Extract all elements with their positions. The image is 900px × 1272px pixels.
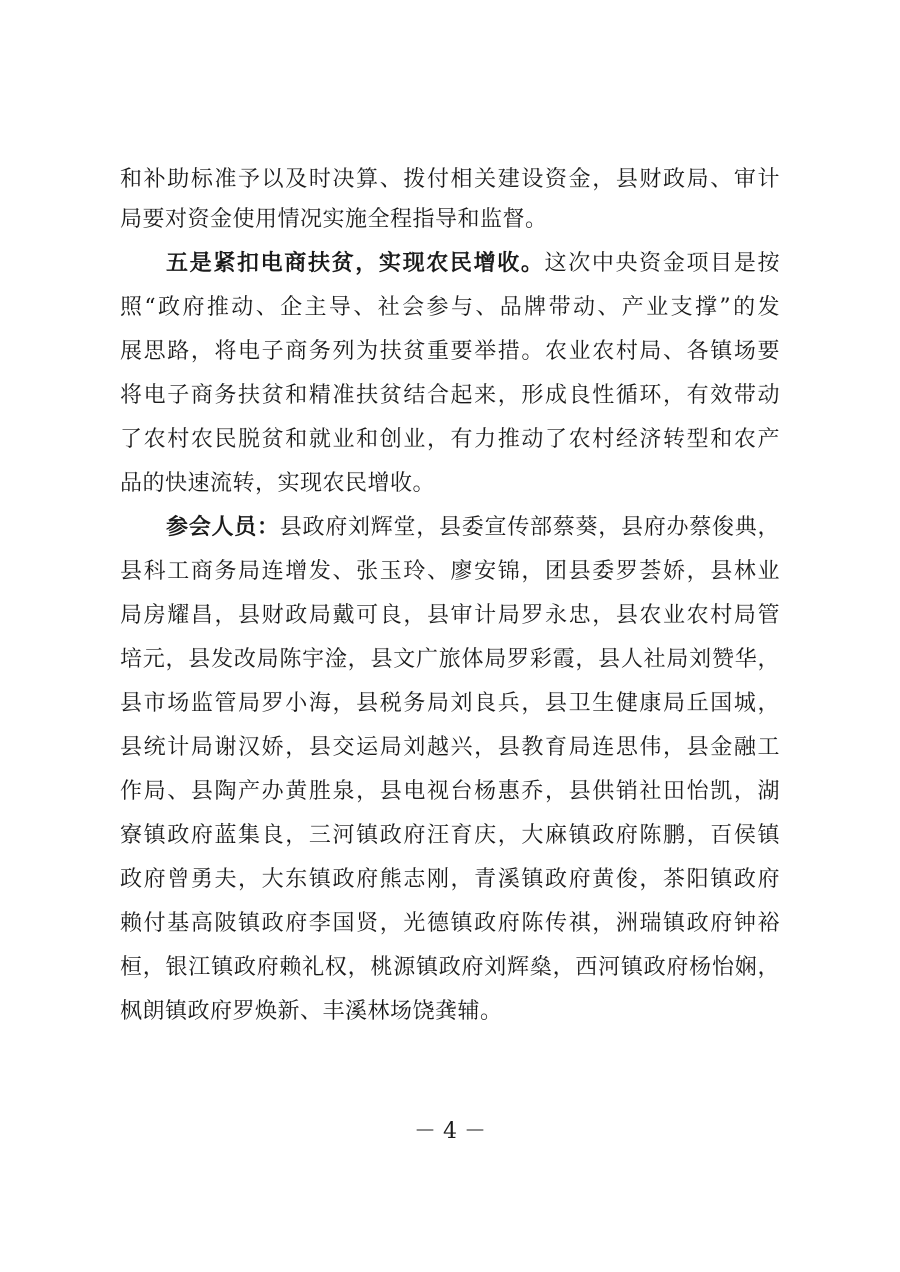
paragraph-2-line-4: 将电子商务扶贫和精准扶贫结合起来，形成良性循环，有效带动 <box>120 383 780 408</box>
paragraph-3-line-10: 赖付基高陂镇政府李国贤，光德镇政府陈传祺，洲瑞镇政府钟裕 <box>120 911 780 936</box>
paragraph-1-line-1: 和补助标准予以及时决算、拨付相关建设资金，县财政局、审计 <box>120 167 780 192</box>
paragraph-3-line-2: 县科工商务局连增发、张玉玲、廖安锦，团县委罗荟娇，县林业 <box>120 559 780 584</box>
paragraph-2-line-6: 品的快速流转，实现农民增收。 <box>120 471 436 496</box>
paragraph-2-line-3: 展思路，将电子商务列为扶贫重要举措。农业农村局、各镇场要 <box>120 339 780 364</box>
page-number: － 4 － <box>414 1119 486 1144</box>
paragraph-1-line-2: 局要对资金使用情况实施全程指导和监督。 <box>120 207 548 232</box>
paragraph-2-first-line-rest: 这次中央资金项目是按 <box>544 251 780 276</box>
paragraph-2-line-1 <box>166 244 780 284</box>
paragraph-3-line-5: 县市场监管局罗小海，县税务局刘良兵，县卫生健康局丘国城， <box>120 691 780 716</box>
paragraph-3-first-line-rest: 县政府刘辉堂，县委宣传部蔡葵，县府办蔡俊典， <box>279 515 780 540</box>
paragraph-3-line-4: 培元，县发改局陈宇淦，县文广旅体局罗彩霞，县人社局刘赞华， <box>120 647 780 672</box>
paragraph-3-line-9: 政府曾勇夫，大东镇政府熊志刚，青溪镇政府黄俊，茶阳镇政府 <box>120 867 780 892</box>
paragraph-3-line-3: 局房耀昌，县财政局戴可良，县审计局罗永忠，县农业农村局管 <box>120 603 780 628</box>
paragraph-3-line-12: 枫朗镇政府罗焕新、丰溪林场饶龚辅。 <box>120 999 503 1024</box>
paragraph-3-line-7: 作局、县陶产办黄胜泉，县电视台杨惠乔，县供销社田怡凯，湖 <box>120 779 780 804</box>
paragraph-3-line-11: 桓，银江镇政府赖礼权，桃源镇政府刘辉燊，西河镇政府杨怡娴， <box>120 955 780 980</box>
paragraph-3-line-1 <box>166 508 780 548</box>
paragraph-3-line-8: 寮镇政府蓝集良，三河镇政府汪育庆，大麻镇政府陈鹏，百侯镇 <box>120 823 780 848</box>
paragraph-2-line-5: 了农村农民脱贫和就业和创业，有力推动了农村经济转型和农产 <box>120 427 780 452</box>
paragraph-2-heading: 五是紧扣电商扶贫，实现农民增收。 <box>166 251 545 276</box>
attendees-heading: 参会人员： <box>166 515 280 540</box>
paragraph-3-line-6: 县统计局谢汉娇，县交运局刘越兴，县教育局连思伟，县金融工 <box>120 735 780 760</box>
paragraph-2-line-2: 照“政府推动、企主导、社会参与、品牌带动、产业支撑”的发 <box>120 295 780 320</box>
